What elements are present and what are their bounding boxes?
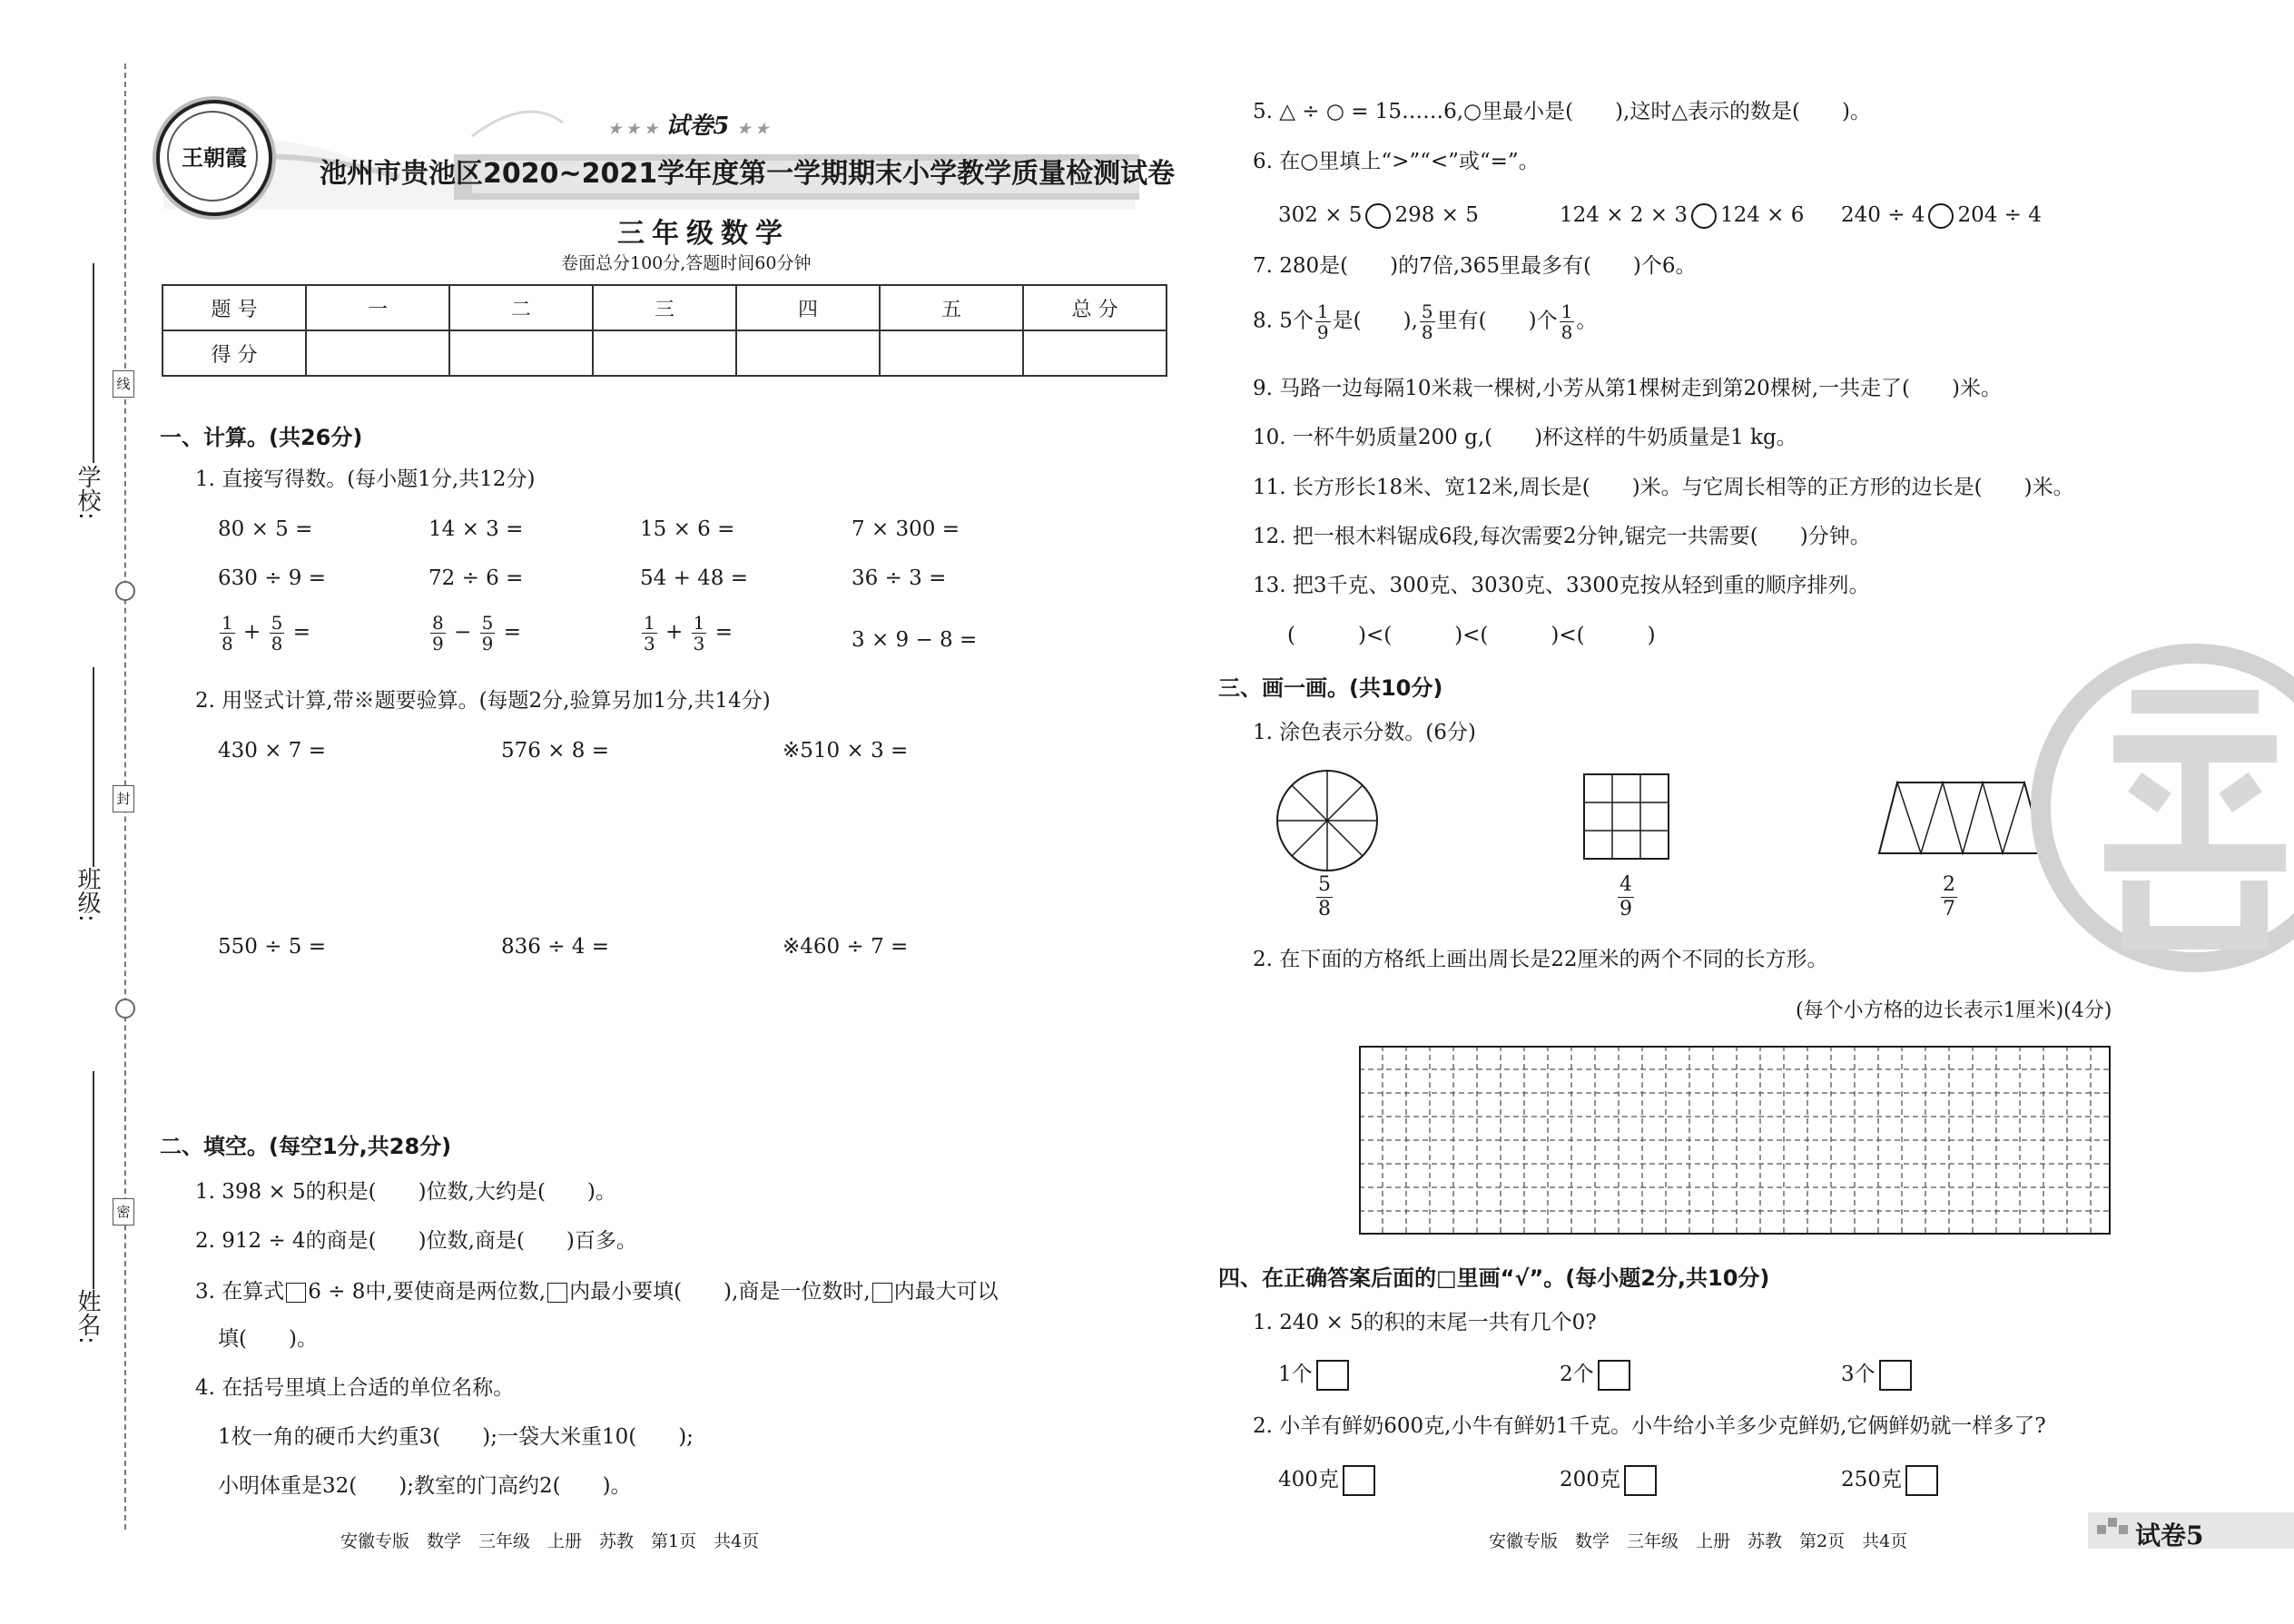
seal-mark: 封 xyxy=(113,785,134,812)
question-text: 1. 240 × 5的积的末尾一共有几个0? xyxy=(1253,1311,1597,1334)
denominator: 9 xyxy=(1620,898,1632,920)
score-input-cell[interactable] xyxy=(306,330,449,376)
vertical-calc-item: 836 ÷ 4 = xyxy=(501,935,610,959)
text-segment: 8. 5个 xyxy=(1253,309,1314,333)
question-text xyxy=(195,1278,999,1305)
name-line xyxy=(93,1071,94,1289)
choice-option xyxy=(1278,1465,1375,1496)
answer-checkbox[interactable] xyxy=(1343,1465,1375,1496)
score-input-cell[interactable] xyxy=(736,330,880,376)
text-segment: 内最小要填( ),商是一位数时, xyxy=(569,1280,871,1304)
star-icon: ★ ★ xyxy=(737,120,769,137)
question-text xyxy=(1253,301,1597,342)
answer-checkbox[interactable] xyxy=(1879,1360,1912,1391)
numerator: 8 xyxy=(432,612,444,634)
star-icon: ★ ★ ★ xyxy=(608,120,658,137)
compare-right: 204 ÷ 4 xyxy=(1957,203,2042,227)
equals: = xyxy=(503,620,521,645)
denominator: 8 xyxy=(271,633,283,655)
answer-checkbox[interactable] xyxy=(1905,1465,1938,1496)
table-cell: 一 xyxy=(306,285,449,330)
trapezoid-fraction-figure[interactable] xyxy=(1877,781,2045,855)
school-label: 学校: xyxy=(74,465,101,520)
table-cell: 四 xyxy=(736,285,880,330)
calc-item: 630 ÷ 9 = xyxy=(218,566,327,590)
line-mark: 线 xyxy=(113,370,134,398)
calc-item: 54 + 48 = xyxy=(640,566,749,590)
vertical-calc-item: ※510 × 3 = xyxy=(783,739,909,763)
question-text: 7. 280是( )的7倍,365里最多有( )个6。 xyxy=(1253,254,1697,278)
name-label: 姓名: xyxy=(74,1289,101,1344)
option-label: 2个 xyxy=(1560,1363,1594,1386)
score-input-cell[interactable] xyxy=(449,330,593,376)
choice-option xyxy=(1278,1360,1349,1391)
table-cell: 三 xyxy=(593,285,736,330)
equals: = xyxy=(714,620,733,645)
compare-item xyxy=(1841,202,2042,229)
square-grid-paper[interactable] xyxy=(1359,1046,2112,1235)
denominator: 3 xyxy=(644,633,655,655)
calc-item: 3 × 9 − 8 = xyxy=(852,628,978,652)
question-text: 1. 398 × 5的积是( )位数,大约是( )。 xyxy=(195,1180,616,1204)
numerator: 1 xyxy=(644,612,655,634)
answer-checkbox[interactable] xyxy=(1598,1360,1630,1391)
table-cell: 总 分 xyxy=(1023,285,1167,330)
compare-item xyxy=(1278,202,1479,229)
table-cell: 五 xyxy=(880,285,1023,330)
question-text: 6. 在○里填上“>”“<”或“=”。 xyxy=(1253,150,1540,173)
numerator: 2 xyxy=(1943,873,1955,896)
compare-circle-input[interactable] xyxy=(1365,203,1391,229)
page-footer: 安徽专版 数学 三年级 上册 苏教 第2页 共4页 xyxy=(1489,1531,1908,1551)
compare-circle-input[interactable] xyxy=(1691,203,1717,229)
compare-right: 124 × 6 xyxy=(1719,203,1805,227)
denominator: 9 xyxy=(432,633,444,655)
denominator: 3 xyxy=(693,633,705,655)
option-label: 400克 xyxy=(1278,1468,1339,1491)
subject-title: 三年级数学 xyxy=(617,218,790,250)
question-text: 9. 马路一边每隔10米栽一棵树,小芳从第1棵树走到第20棵树,一共走了( )米。 xyxy=(1253,377,2002,400)
tag-square-icon xyxy=(2119,1525,2128,1534)
question-text: 1枚一角的硬币大约重3( );一袋大米重10( ); xyxy=(218,1425,694,1449)
choice-option xyxy=(1560,1360,1630,1391)
figure-fraction-label xyxy=(1939,873,1959,921)
section-title: 二、填空。(每空1分,共28分) xyxy=(160,1134,452,1159)
question-text: 2. 小羊有鲜奶600克,小牛有鲜奶1千克。小牛给小羊多少克鲜奶,它俩鲜奶就一样多了? xyxy=(1253,1414,2046,1438)
numerator: 1 xyxy=(693,612,705,634)
choice-option xyxy=(1841,1465,1938,1496)
publisher-logo xyxy=(156,100,272,216)
table-cell: 题 号 xyxy=(162,285,306,330)
denominator: 7 xyxy=(1943,898,1955,920)
choice-option xyxy=(1560,1465,1657,1496)
text-segment: 是( ), xyxy=(1332,309,1418,333)
confidential-stamp-icon xyxy=(2023,635,2294,980)
operator: + xyxy=(243,620,261,645)
vertical-calc-item: 576 × 8 = xyxy=(501,739,610,763)
circle-fraction-figure[interactable] xyxy=(1275,768,1383,877)
choice-option xyxy=(1841,1360,1912,1391)
question-text: 1. 涂色表示分数。(6分) xyxy=(1253,721,1476,744)
grid-fraction-figure[interactable] xyxy=(1583,773,1670,861)
question-title: 1. 直接写得数。(每小题1分,共12分) xyxy=(195,468,536,491)
class-line xyxy=(93,667,94,867)
fraction-calc-item xyxy=(218,613,310,654)
answer-checkbox[interactable] xyxy=(1624,1465,1657,1496)
text-segment: 。 xyxy=(1576,309,1598,333)
section-title: 四、在正确答案后面的□里画“√”。(每小题2分,共10分) xyxy=(1218,1265,1770,1291)
numerator: 4 xyxy=(1620,873,1632,896)
section-title: 三、画一画。(共10分) xyxy=(1218,675,1443,701)
text-segment: 里有( )个 xyxy=(1436,309,1558,333)
page-footer: 安徽专版 数学 三年级 上册 苏教 第1页 共4页 xyxy=(340,1531,760,1551)
binding-hole-icon xyxy=(115,581,135,601)
question-note: (每个小方格的边长表示1厘米)(4分) xyxy=(1796,999,2112,1022)
question-text: 13. 把3千克、300克、3030克、3300克按从轻到重的顺序排列。 xyxy=(1253,574,1870,597)
question-text: 小明体重是32( );教室的门高约2( )。 xyxy=(218,1474,632,1498)
operator: − xyxy=(454,620,472,645)
compare-item xyxy=(1560,202,1804,229)
school-line xyxy=(93,263,94,463)
text-segment: 3. 在算式 xyxy=(195,1280,285,1304)
numerator: 5 xyxy=(1421,300,1433,322)
score-table-score-row xyxy=(162,330,1167,376)
option-label: 1个 xyxy=(1278,1363,1313,1386)
logo-text: 王朝霞 xyxy=(182,144,247,171)
square-blank-icon xyxy=(547,1283,567,1303)
calc-item: 72 ÷ 6 = xyxy=(428,566,524,590)
score-input-cell[interactable] xyxy=(593,330,736,376)
answer-checkbox[interactable] xyxy=(1316,1360,1349,1391)
table-cell: 二 xyxy=(449,285,593,330)
denominator: 8 xyxy=(1561,321,1573,343)
order-answer: ( )<( )<( )<( ) xyxy=(1287,624,1656,647)
denominator: 8 xyxy=(1421,321,1433,343)
question-text: 11. 长方形长18米、宽12米,周长是( )米。与它周长相等的正方形的边长是( )米。 xyxy=(1253,476,2074,499)
calc-item: 15 × 6 = xyxy=(640,517,735,541)
option-label: 250克 xyxy=(1841,1468,1902,1491)
question-text: 12. 把一根木料锯成6段,每次需要2分钟,锯完一共需要( )分钟。 xyxy=(1253,525,1871,548)
fraction-calc-item xyxy=(428,613,521,654)
numerator: 5 xyxy=(271,612,283,634)
text-segment: 6 ÷ 8中,要使商是两位数, xyxy=(308,1280,546,1304)
binding-hole-icon xyxy=(115,999,135,1019)
denominator: 8 xyxy=(1318,898,1331,920)
calc-item: 80 × 5 = xyxy=(218,517,313,541)
numerator: 5 xyxy=(1318,873,1331,896)
calc-item: 36 ÷ 3 = xyxy=(852,566,947,590)
table-cell: 得 分 xyxy=(162,330,306,376)
fraction-calc-item xyxy=(640,613,733,654)
compare-left: 240 ÷ 4 xyxy=(1841,203,1925,227)
section-title: 一、计算。(共26分) xyxy=(160,425,363,450)
tag-square-icon xyxy=(2108,1518,2117,1527)
text-segment: 内最大可以 xyxy=(893,1280,999,1304)
vertical-calc-item: 550 ÷ 5 = xyxy=(218,935,327,959)
calc-item: 7 × 300 = xyxy=(852,517,960,541)
compare-circle-input[interactable] xyxy=(1928,203,1954,229)
option-label: 200克 xyxy=(1560,1468,1620,1491)
class-label: 班级: xyxy=(74,867,101,922)
square-blank-icon xyxy=(286,1283,306,1303)
score-table xyxy=(162,284,1167,377)
compare-right: 298 × 5 xyxy=(1394,203,1479,227)
paper-badge xyxy=(608,107,769,141)
score-input-cell[interactable] xyxy=(1023,330,1167,376)
operator: + xyxy=(665,620,684,645)
figure-fraction-label xyxy=(1616,873,1636,921)
vertical-calc-item: 430 × 7 = xyxy=(218,739,327,763)
question-title: 2. 用竖式计算,带※题要验算。(每题2分,验算另加1分,共14分) xyxy=(195,689,771,713)
question-text: 4. 在括号里填上合适的单位名称。 xyxy=(195,1376,515,1400)
question-text: 填( )。 xyxy=(218,1327,318,1351)
score-table-header-row xyxy=(162,285,1167,330)
exam-title: 池州市贵池区2020~2021学年度第一学期期末小学教学质量检测试卷 xyxy=(320,158,1176,190)
question-text: 5. △ ÷ ○ = 15……6,○里最小是( ),这时△表示的数是( )。 xyxy=(1253,100,1871,123)
numerator: 1 xyxy=(1316,300,1329,322)
denominator: 9 xyxy=(481,633,494,655)
question-text: 2. 在下面的方格纸上画出周长是22厘米的两个不同的长方形。 xyxy=(1253,948,1828,971)
numerator: 5 xyxy=(481,612,494,634)
compare-left: 302 × 5 xyxy=(1278,203,1363,227)
badge-text: 试卷5 xyxy=(665,113,730,140)
exam-note: 卷面总分100分,答题时间60分钟 xyxy=(561,253,812,273)
option-label: 3个 xyxy=(1841,1363,1876,1386)
score-input-cell[interactable] xyxy=(880,330,1023,376)
equals: = xyxy=(292,620,310,645)
secret-mark: 密 xyxy=(113,1198,134,1225)
compare-left: 124 × 2 × 3 xyxy=(1560,203,1688,227)
paper-tag: 试卷5 xyxy=(2135,1521,2204,1550)
square-blank-icon xyxy=(872,1283,892,1303)
denominator: 8 xyxy=(222,633,233,655)
denominator: 9 xyxy=(1316,321,1329,343)
question-text: 2. 912 ÷ 4的商是( )位数,商是( )百多。 xyxy=(195,1229,637,1253)
numerator: 1 xyxy=(1561,300,1573,322)
figure-fraction-label xyxy=(1314,873,1334,921)
tag-square-icon xyxy=(2097,1525,2106,1534)
question-text: 10. 一杯牛奶质量200 g,( )杯这样的牛奶质量是1 kg。 xyxy=(1253,426,1797,449)
calc-item: 14 × 3 = xyxy=(428,517,524,541)
numerator: 1 xyxy=(222,612,233,634)
vertical-calc-item: ※460 ÷ 7 = xyxy=(783,935,909,959)
